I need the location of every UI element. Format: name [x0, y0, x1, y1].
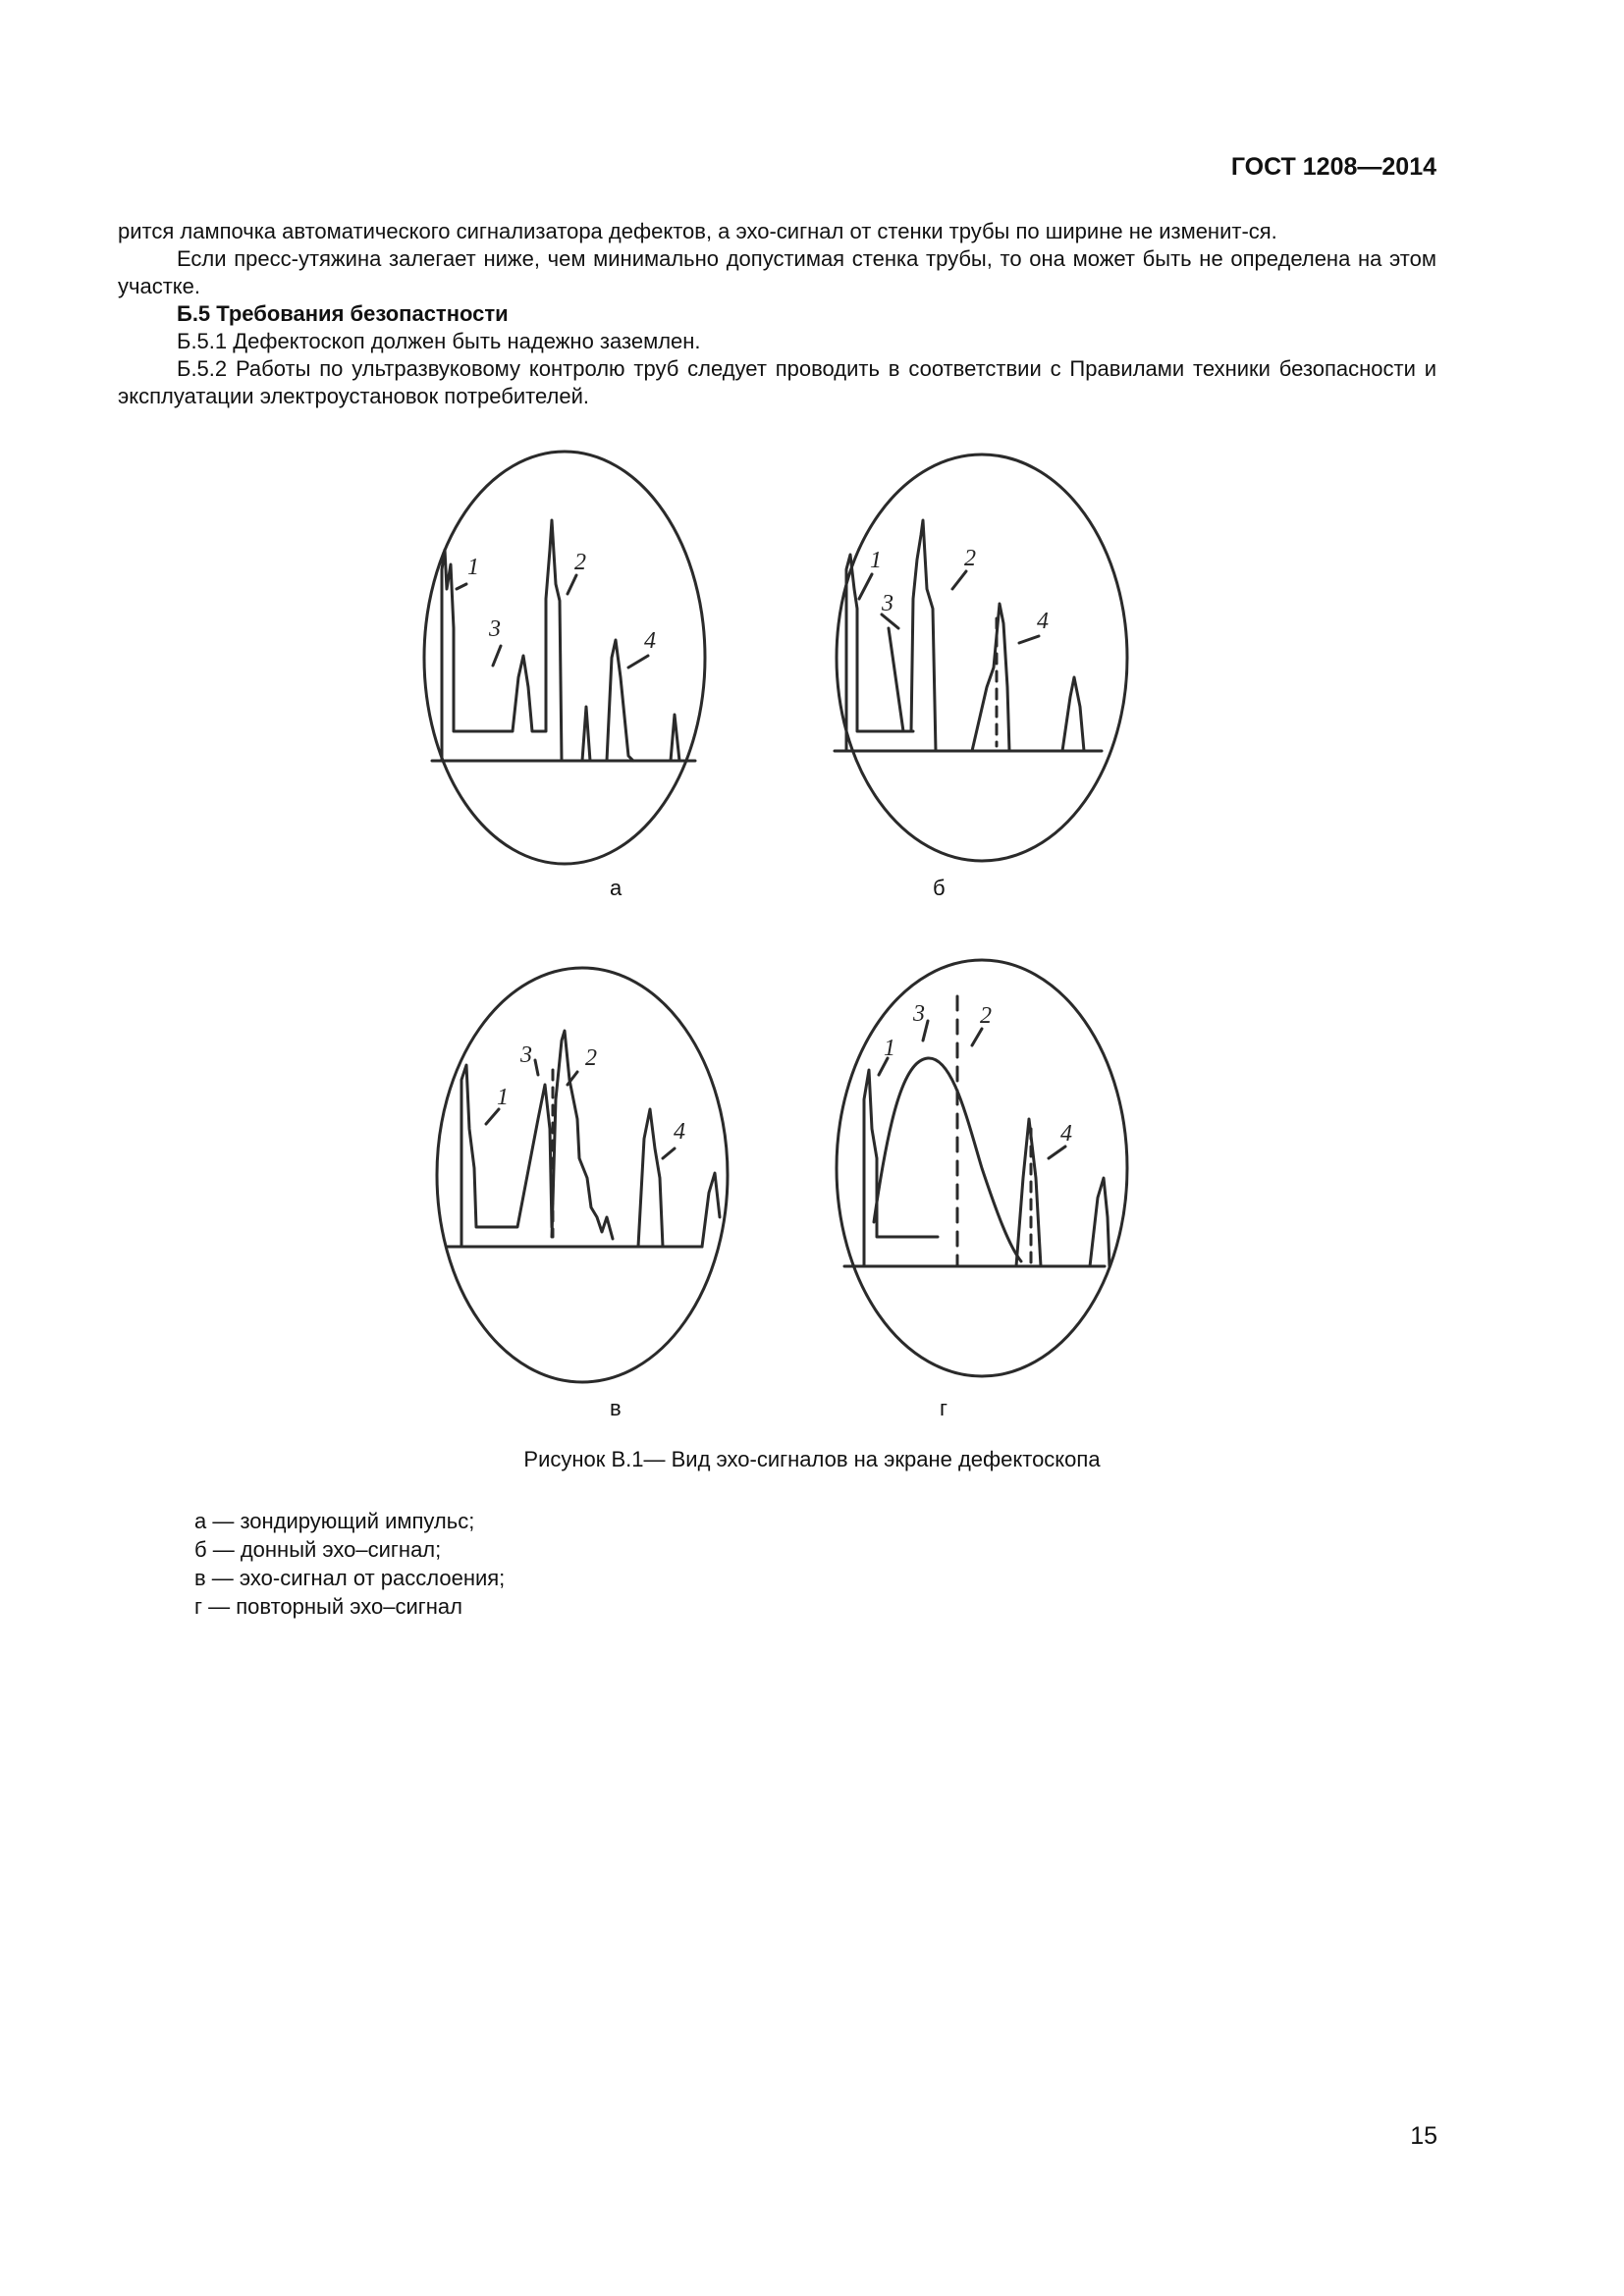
- figure-caption: Рисунок В.1— Вид эхо-сигналов на экране дефектоскопа: [523, 1447, 1101, 1471]
- signal-label-g-3: 3: [913, 1001, 925, 1027]
- figure-legend: [194, 1507, 505, 1621]
- signal-label-a-1: 1: [467, 555, 479, 580]
- signal-label-g-4: 4: [1060, 1121, 1072, 1147]
- oscilloscope-screen-v: [437, 968, 728, 1382]
- signal-label-v-3: 3: [520, 1042, 532, 1068]
- signal-label-b-4: 4: [1037, 609, 1049, 634]
- section-heading: Б.5 Требования безопастности: [177, 301, 509, 326]
- oscilloscope-screen-a: [424, 452, 705, 864]
- signal-label-a-3: 3: [489, 616, 501, 642]
- item-b52: Б.5.2 Работы по ультразвуковому контролю труб следует проводить в соответствии с Правилами техники безопасности и эксплуатации электроустановок потребителей.: [118, 356, 1436, 408]
- signal-label-v-4: 4: [674, 1119, 685, 1145]
- legend-item: б — донный эхо–сигнал;: [194, 1537, 442, 1562]
- signal-label-g-1: 1: [884, 1036, 895, 1061]
- signal-label-b-2: 2: [964, 546, 976, 571]
- panel-label-a: а: [610, 876, 623, 900]
- legend-item: г — повторный эхо–сигнал: [194, 1594, 463, 1619]
- signal-label-a-4: 4: [644, 628, 656, 654]
- paragraph-continuation: рится лампочка автоматического сигнализатора дефектов, а эхо-сигнал от стенки трубы по ширине не изменит-ся.: [118, 219, 1277, 243]
- panel-label-g: г: [940, 1396, 948, 1420]
- legend-item: в — эхо-сигнал от расслоения;: [194, 1566, 506, 1590]
- signal-label-b-1: 1: [870, 548, 882, 573]
- panel-label-v: в: [610, 1396, 622, 1420]
- paragraph-press: Если пресс-утяжина залегает ниже, чем минимально допустимая стенка трубы, то она может быть не определена на этом участке.: [118, 246, 1436, 298]
- page-number: 15: [1410, 2122, 1437, 2150]
- signal-label-v-2: 2: [585, 1045, 597, 1071]
- panel-label-b: б: [933, 876, 946, 900]
- signal-label-b-3: 3: [882, 591, 893, 616]
- oscilloscope-screen-b: [835, 454, 1127, 861]
- item-b51: Б.5.1 Дефектоскоп должен быть надежно заземлен.: [177, 329, 701, 353]
- signal-label-v-1: 1: [497, 1085, 509, 1110]
- signal-label-g-2: 2: [980, 1003, 992, 1029]
- signal-label-a-2: 2: [574, 550, 586, 575]
- standard-code: ГОСТ 1208—2014: [1230, 153, 1436, 181]
- legend-item: а — зондирующий импульс;: [194, 1509, 475, 1533]
